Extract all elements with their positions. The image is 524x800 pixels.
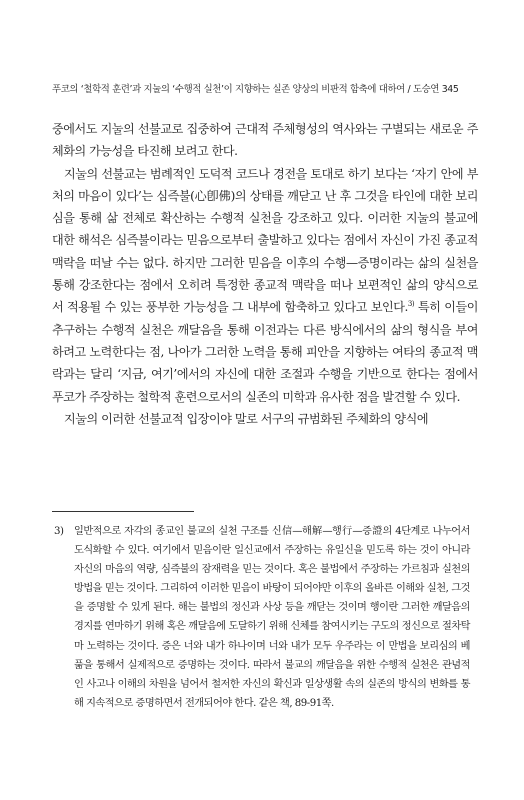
paragraph-text: 지눌의 선불교는 범례적인 도덕적 코드나 경전을 토대로 하기 보다는 ‘자기 안에 부처의 마음이 있다’는 심즉불(心卽佛)의 상태를 깨닫고 난 후 그것을 타인에 대한 보리심을 통해 삶 전체로 확산하는 수행적 실천을 강조하고 있다. 이러한 지눌의 불교에 대한 해석은 심즉불이라는 믿음으로부터 출발하고 있다는 점에서 자신이 가진 종교적 맥락을 떠날 수는 없다. 하지만 그러한 믿음을 이후의 수행—증명이라는 삶의 실천을 통해 강조한다는 점에서 오히려 특정한 종교적 맥락을 떠나 보편적인 삶의 양식으로서 적용될 수 있는 풍부한 가능성을 그 내부에 함축하고 있다고 보인다. xyxy=(52,166,478,315)
paragraph: 지눌의 이러한 선불교적 입장이야 말로 서구의 규범화된 주체화의 양식에 xyxy=(64,411,429,426)
running-header: 푸코의 ‘철학적 훈련’과 지눌의 ‘수행적 실천’이 지향하는 실존 양상의 비판적 함축에 대하여 / 도승연 345 xyxy=(52,84,459,95)
footnote xyxy=(54,522,470,713)
footnote-reference[interactable]: 3) xyxy=(407,300,415,309)
footnote-text: 일반적으로 자각의 종교인 불교의 실천 구조를 신信—해解—행行—증證의 4단계로 나누어서 도식화할 수 있다. 여기에서 믿음이란 일신교에서 주장하는 유일신을 믿도록 하는 것이 아니라 자신의 마음의 역량, 심즉불의 잠재력을 믿는 것이다. 혹은 불법에서 주장하는 가르침과 실천의 방법을 믿는 것이다. 그리하여 이러한 믿음이 바탕이 되어야만 이후의 올바른 이해와 실천, 그것을 증명할 수 있게 된다. 해는 불법의 정신과 사상 등을 깨닫는 것이며 행이란 그러한 깨달음의 경지를 연마하기 위해 혹은 깨달음에 도달하기 위해 신체를 참여시키는 구도의 정신으로 절차탁마 노력하는 것이다. 증은 너와 내가 하나이며 너와 내가 모두 우주라는 이 만법을 보리심의 베풂을 통해서 실제적으로 증명하는 것이다. 따라서 불교의 깨달음을 위한 수행적 실천은 관념적인 사고나 이해의 차원을 넘어서 철저한 자신의 확신과 일상생활 속의 실존의 방식의 변화를 통해 지속적으로 증명하면서 전개되어야 한다. 같은 책, 89-91쪽. xyxy=(74,526,470,709)
paragraph: 중에서도 지눌의 선불교로 집중하여 근대적 주체형성의 역사와는 구별되는 새로운 주체화의 가능성을 타진해 보려고 한다. xyxy=(52,122,478,159)
paragraph-text: 특히 이들이 추구하는 수행적 실천은 깨달음을 통해 이전과는 다른 방식에서의 삶의 형식을 부여하려고 노력한다는 점, 나아가 그러한 노력을 통해 피안을 지향하는 여타의 종교적 맥락과는 달리 ‘지금, 여기’에서의 자신에 대한 조절과 수행을 기반으로 한다는 점에서 푸코가 주장하는 철학적 훈련으로서의 실존의 미학과 유사한 점을 발견할 수 있다. xyxy=(52,300,478,404)
body-text xyxy=(52,118,478,430)
footnote-number: 3) xyxy=(54,526,64,537)
paragraph xyxy=(52,163,478,408)
footnote-separator xyxy=(52,511,194,512)
